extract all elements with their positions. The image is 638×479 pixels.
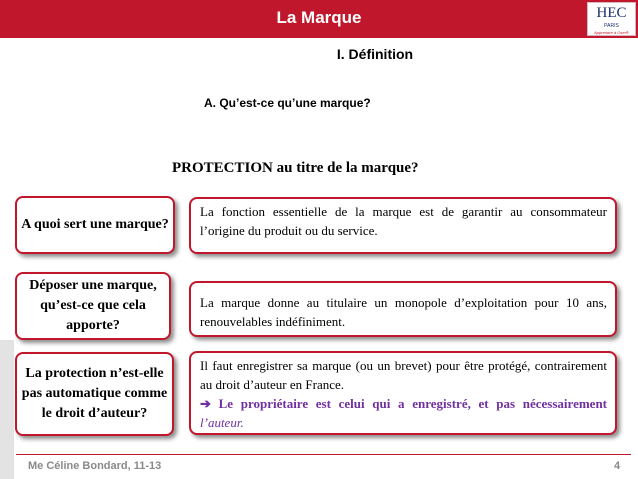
arrow-right-icon: ➔ (200, 396, 211, 411)
logo-tagline: Apprendre à Oser® (594, 30, 629, 35)
answer-box-2-text: La marque donne au titulaire un monopole d’exploitation pour 10 ans, renouvelables indéfiniment. (200, 295, 607, 329)
footer-divider (16, 454, 631, 455)
answer-box-3 (189, 351, 617, 435)
title-bar (0, 0, 638, 38)
answer-box-1 (189, 197, 617, 254)
question-box-3 (15, 352, 174, 436)
footer-author: Me Céline Bondard, 11-13 (28, 460, 162, 472)
slide-title: La Marque (276, 8, 362, 27)
question-heading: PROTECTION au titre de la marque? (172, 160, 419, 176)
logo-name: HEC (596, 5, 627, 21)
hec-logo (587, 2, 636, 36)
question-box-1-text: A quoi sert une marque? (21, 217, 169, 232)
question-box-1 (15, 196, 175, 254)
answer-box-3-highlight-line (200, 396, 607, 430)
left-edge-decoration (0, 340, 14, 479)
answer-box-3-highlight: Le propriétaire est celui qui a enregistré, et pas nécessairement (218, 396, 607, 411)
answer-box-3-text: Il faut enregistrer sa marque (ou un brevet) pour être protégé, contrairement au droit d’auteur en France. (200, 358, 607, 392)
section-title: I. Définition (336, 46, 414, 62)
subsection-title: A. Qu’est-ce qu’une marque? (204, 96, 371, 110)
question-box-2 (15, 272, 171, 340)
answer-box-2 (189, 281, 617, 337)
question-box-2-text: Déposer une marque, qu’est-ce que cela apporte? (29, 278, 157, 333)
logo-sub: PARIS (604, 23, 619, 29)
answer-box-3-highlight-em: l’auteur. (200, 415, 244, 430)
question-box-3-text: La protection n’est-elle pas automatique comme le droit d’auteur? (21, 366, 168, 421)
page-number: 4 (614, 460, 621, 472)
answer-box-1-text: La fonction essentielle de la marque est de garantir au consommateur l’origine du produit ou du service. (200, 204, 607, 238)
